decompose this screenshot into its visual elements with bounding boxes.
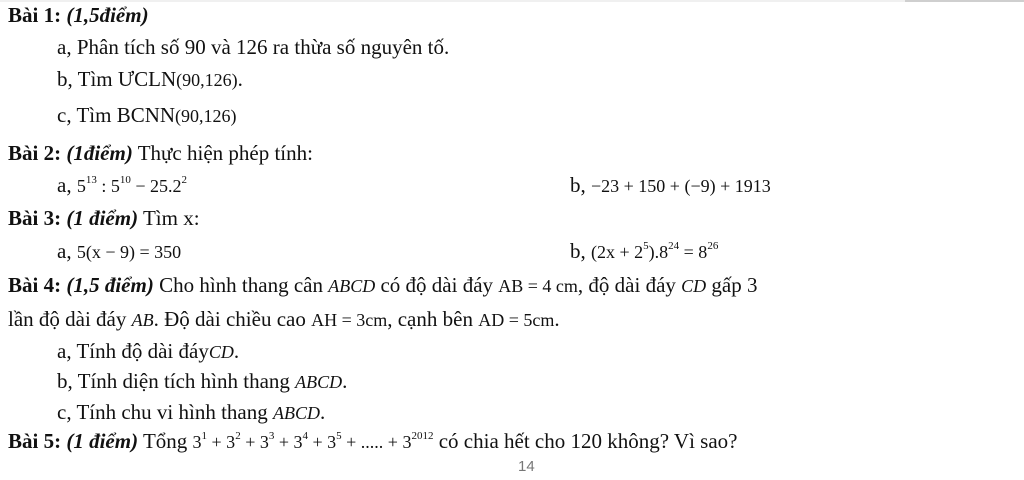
bai2-b: b, −23 + 150 + (−9) + 1913 xyxy=(570,173,771,197)
bai4-b: b, Tính diện tích hình thang ABCD. xyxy=(57,369,348,393)
bai1-b-math: (90,126) xyxy=(176,70,238,90)
bai3-heading: Bài 3: (1 điểm) Tìm x: xyxy=(8,206,200,230)
bai2-b-math: −23 + 150 + (−9) + 1913 xyxy=(591,176,771,196)
bai1-heading xyxy=(8,2,149,28)
bai3-b-math: $(2x + 2^5).8^{24} = 8^{26}$ xyxy=(591,240,719,262)
bai3-a: a, 5(x − 9) = 350 xyxy=(57,239,182,263)
bai5-line: Bài 5: (1 điểm) Tổng $3^1 + 3^2 + 3^3 + 3^4 + 3^5$ + ..... + $3^{2012}$ có chia hết cho 120 không? Vì sao? xyxy=(8,429,738,453)
bai3-b: b, $(2x + 2^5).8^{24} = 8^{26}$ xyxy=(570,239,719,263)
bai3-a-math: 5(x − 9) = 350 xyxy=(76,242,182,262)
bai4-line1: Bài 4: (1,5 điểm) Cho hình thang cân ABCD có độ dài đáy AB = 4 cm, độ dài đáy CD gấp 3 xyxy=(8,273,758,297)
bai4-line2: lần độ dài đáy AB. Độ dài chiều cao AH = 3cm, cạnh bên AD = 5cm. xyxy=(8,307,560,331)
bai1-b: b, Tìm ƯCLN(90,126). xyxy=(57,67,243,91)
bai2-a: a, $5^{13}$ : $5^{10} - 25.2^2$ xyxy=(57,173,187,197)
bai1-points: (1,5điểm) xyxy=(66,3,149,27)
bai2-a-math: $5^{13}$ : $5^{10} - 25.2^2$ xyxy=(76,174,187,196)
bai4-c: c, Tính chu vi hình thang ABCD. xyxy=(57,400,326,424)
bai1-label: Bài 1: xyxy=(8,3,62,27)
bai1-a: a, Phân tích số 90 và 126 ra thừa số nguyên tố. xyxy=(57,35,450,59)
bai4-a: a, Tính độ dài đáyCD. xyxy=(57,339,240,363)
bai1-c: c, Tìm BCNN(90,126) xyxy=(57,103,237,127)
bai2-heading: Bài 2: (1điểm) Thực hiện phép tính: xyxy=(8,141,313,165)
bai5-math: $3^1 + 3^2 + 3^3 + 3^4 + 3^5$ + ..... + $3^{2012}$ xyxy=(192,430,434,452)
bai1-c-math: (90,126) xyxy=(175,106,237,126)
page-number: 14 xyxy=(518,458,535,475)
